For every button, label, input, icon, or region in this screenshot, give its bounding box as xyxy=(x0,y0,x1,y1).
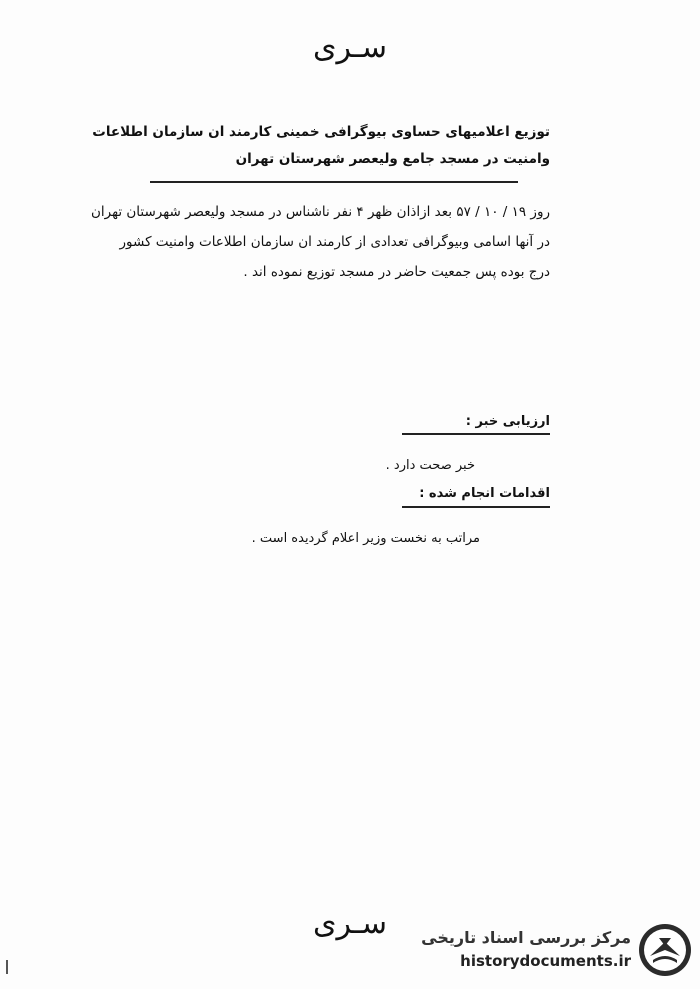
body-line-3: درج بوده پس جمعیت حاضر در مسجد توزیع نموده اند . xyxy=(243,264,550,280)
evaluation-text: خبر صحت دارد . xyxy=(385,458,475,473)
watermark-url: historydocuments.ir xyxy=(460,952,631,970)
book-emblem-icon xyxy=(637,922,693,978)
margin-mark xyxy=(6,960,8,974)
document-title-line-2: وامنیت در مسجد جامع ولیعصر شهرستان تهران xyxy=(235,151,550,167)
body-line-2: در آنها اسامی وبیوگرافی تعدادی از کارمند ان سازمان اطلاعات وامنیت کشور xyxy=(119,234,550,250)
evaluation-heading: ارزیابی خبر : xyxy=(465,414,550,429)
document-title-line-1: توزیع اعلامیهای حساوی بیوگرافی خمینی کارمند ان سازمان اطلاعات xyxy=(92,124,550,140)
classification-bottom: سـری xyxy=(313,906,387,941)
classification-top: سـری xyxy=(313,30,387,65)
actions-heading: اقدامات انجام شده : xyxy=(419,486,550,501)
body-line-1: روز ۱۹ / ۱۰ / ۵۷ بعد ازاذان ظهر ۴ نفر ناشناس در مسجد ولیعصر شهرستان تهران xyxy=(91,204,550,220)
actions-underline xyxy=(402,506,550,508)
title-underline xyxy=(150,181,518,183)
archive-watermark xyxy=(405,920,695,980)
evaluation-underline xyxy=(402,433,550,435)
watermark-title: مرکز بررسی اسناد تاریخی xyxy=(421,928,631,947)
actions-text: مراتب به نخست وزیر اعلام گردیده است . xyxy=(251,531,480,546)
